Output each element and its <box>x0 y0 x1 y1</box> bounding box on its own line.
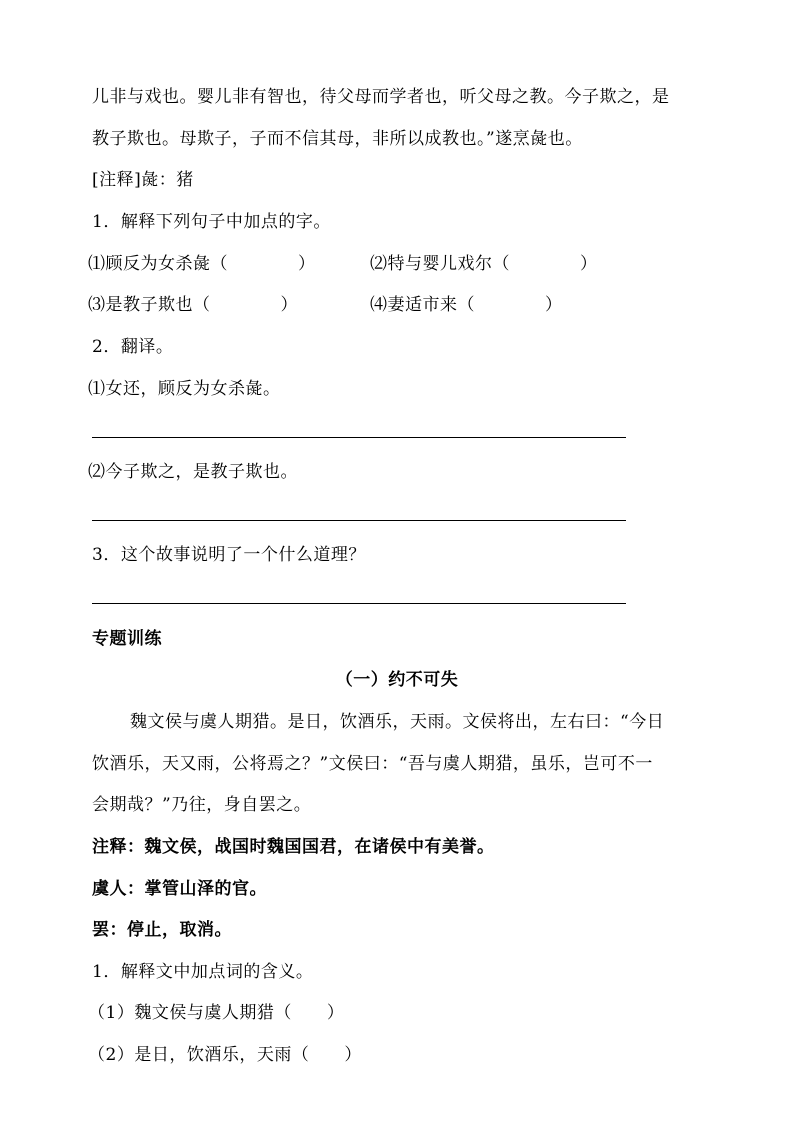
question-3-heading: 3．这个故事说明了一个什么道理？ <box>92 545 366 565</box>
section-note-3: 罢：停止，取消。 <box>92 920 232 940</box>
question-2-item-2: ⑵今子欺之，是教子欺也。 <box>88 462 298 482</box>
section-title: （一）约不可失 <box>335 670 459 690</box>
section-heading: 专题训练 <box>92 629 162 649</box>
section-text-line-1: 魏文侯与虞人期猎。是日，饮酒乐，天雨。文侯将出，左右曰：“今日 <box>130 712 665 732</box>
question-1-item-2: ⑵特与婴儿戏尔（ ） <box>370 254 598 274</box>
passage-line-2: 教子欺也。母欺子，子而不信其母，非所以成教也。”遂烹彘也。 <box>92 129 583 149</box>
question-4-item-1: （1）魏文侯与虞人期猎（ ） <box>88 1003 345 1023</box>
question-1-item-1: ⑴顾反为女杀彘（ ） <box>88 254 316 274</box>
section-text-line-2: 饮酒乐，天又雨，公将焉之？”文侯曰：“吾与虞人期猎，虽乐，岂可不一 <box>92 754 653 774</box>
question-4-item-2: （2）是日，饮酒乐，天雨（ ） <box>88 1045 362 1065</box>
question-2-heading: 2．翻译。 <box>92 337 174 357</box>
passage-line-1: 儿非与戏也。婴儿非有智也，待父母而学者也，听父母之教。今子欺之，是 <box>92 87 670 107</box>
question-4-heading: 1．解释文中加点词的含义。 <box>92 962 314 982</box>
section-note-2: 虞人：掌管山泽的官。 <box>92 879 267 899</box>
question-1-item-3: ⑶是教子欺也（ ） <box>88 295 298 315</box>
answer-line-1 <box>92 437 626 438</box>
question-1-heading: 1．解释下列句子中加点的字。 <box>92 212 331 232</box>
section-text-line-3: 会期哉？”乃往，身自罢之。 <box>92 795 312 815</box>
answer-line-2 <box>92 520 626 521</box>
question-1-item-4: ⑷妻适市来（ ） <box>370 295 563 315</box>
question-2-item-1: ⑴女还，顾反为女杀彘。 <box>88 379 281 399</box>
answer-line-3 <box>92 603 626 604</box>
passage-note: [注释]彘：猪 <box>92 170 194 190</box>
section-note-1: 注释：魏文侯，战国时魏国国君，在诸侯中有美誉。 <box>92 837 495 857</box>
